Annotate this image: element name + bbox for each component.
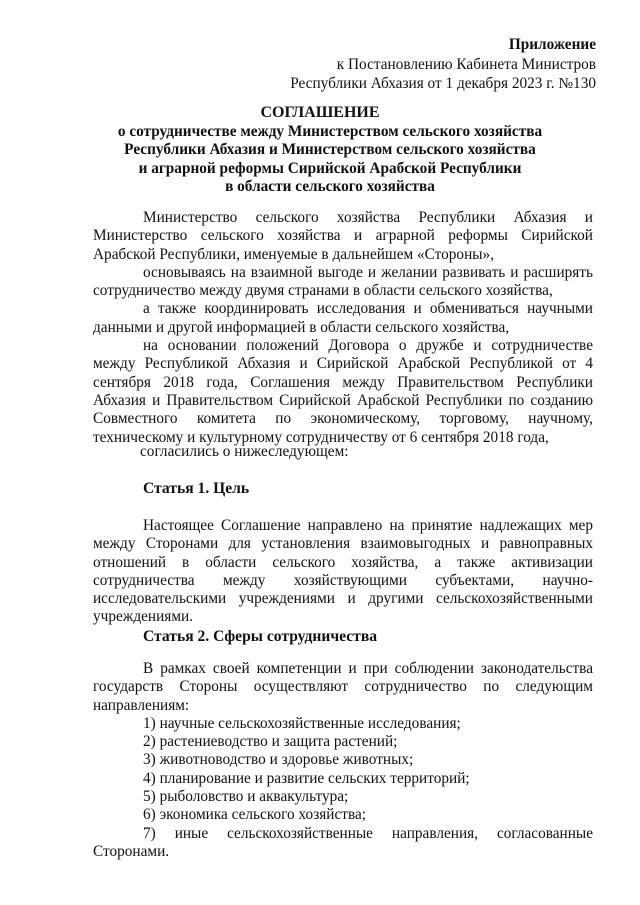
article-1-paragraph: Настоящее Соглашение направлено на принятие надлежащих мер между Сторонами для установления взаимовыгодных и равноправных отношений в области сельского хозяйства, а также активизации сотрудничества между хозяйствующими субъектами, научно-исследовательскими учреждениями и другими сельскохозяйственными учреждениями. (93, 517, 593, 626)
article-2-intro: В рамках своей компетенции и при соблюдении законодательства государств Стороны осуществляют сотрудничество по следующим направлениям: (93, 660, 593, 714)
preamble-paragraph: Министерство сельского хозяйства Республики Абхазия и Министерство сельского хозяйства и аграрной реформы Сирийской Арабской Республики, именуемые в дальнейшем «Стороны», (93, 209, 593, 263)
appendix-header (290, 35, 596, 94)
cooperation-list-item: 6) экономика сельского хозяйства; (143, 806, 367, 824)
preamble-paragraph: на основании положений Договора о дружбе и сотрудничестве между Республикой Абхазия и Сирийской Арабской Республикой от 4 сентября 2018 года, Соглашения между Правительством Республики Абхазия и Правительством Сирийской Арабской Республики по созданию Совместного комитета по экономическому, торговому, научному, техническому и культурному сотрудничеству от 6 сентября 2018 года, (93, 337, 593, 446)
cooperation-list-item: 3) животноводство и здоровье животных; (143, 751, 414, 769)
cooperation-list-item: 1) научные сельскохозяйственные исследования; (143, 714, 461, 732)
cooperation-list-item: 2) растениеводство и защита растений; (143, 733, 398, 751)
preamble-paragraph: а также координировать исследования и обмениваться научными данными и другой информацией в области сельского хозяйства, (93, 300, 593, 336)
cooperation-list-item: 5) рыболовство и аквакультура; (143, 788, 349, 806)
appendix-reference-line: к Постановлению Кабинета Министров (336, 55, 596, 73)
cooperation-list-item-continuation: Сторонами. (93, 842, 170, 860)
title-line: в области сельского хозяйства (225, 178, 435, 195)
appendix-label: Приложение (508, 36, 596, 53)
title-line: о сотрудничестве между Министерством сельского хозяйства (117, 122, 543, 140)
cooperation-list-item: 4) планирование и развитие сельских территорий; (143, 769, 470, 787)
article-2-heading: Статья 2. Сферы сотрудничества (143, 628, 378, 645)
article-1-body (93, 517, 593, 627)
title-line: Республики Абхазия и Министерством сельского хозяйства (124, 141, 536, 158)
article-1-heading: Статья 1. Цель (143, 480, 250, 497)
preamble-paragraph: основываясь на взаимной выгоде и желании развивать и расширять сотрудничество между двумя странами в области сельского хозяйства, (93, 263, 593, 300)
appendix-date-line: Республики Абхазия от 1 декабря 2023 г. №130 (290, 75, 596, 92)
agreed-statement: согласились о нижеследующем: (140, 443, 349, 460)
document-title (0, 104, 640, 197)
preamble (93, 209, 593, 447)
agreement-title: СОГЛАШЕНИЕ (260, 104, 380, 121)
cooperation-list-item: 7) иные сельскохозяйственные направления, согласованные (143, 824, 593, 842)
title-line: и аграрной реформы Сирийской Арабской Республики (138, 159, 522, 177)
article-2-body (93, 660, 593, 861)
